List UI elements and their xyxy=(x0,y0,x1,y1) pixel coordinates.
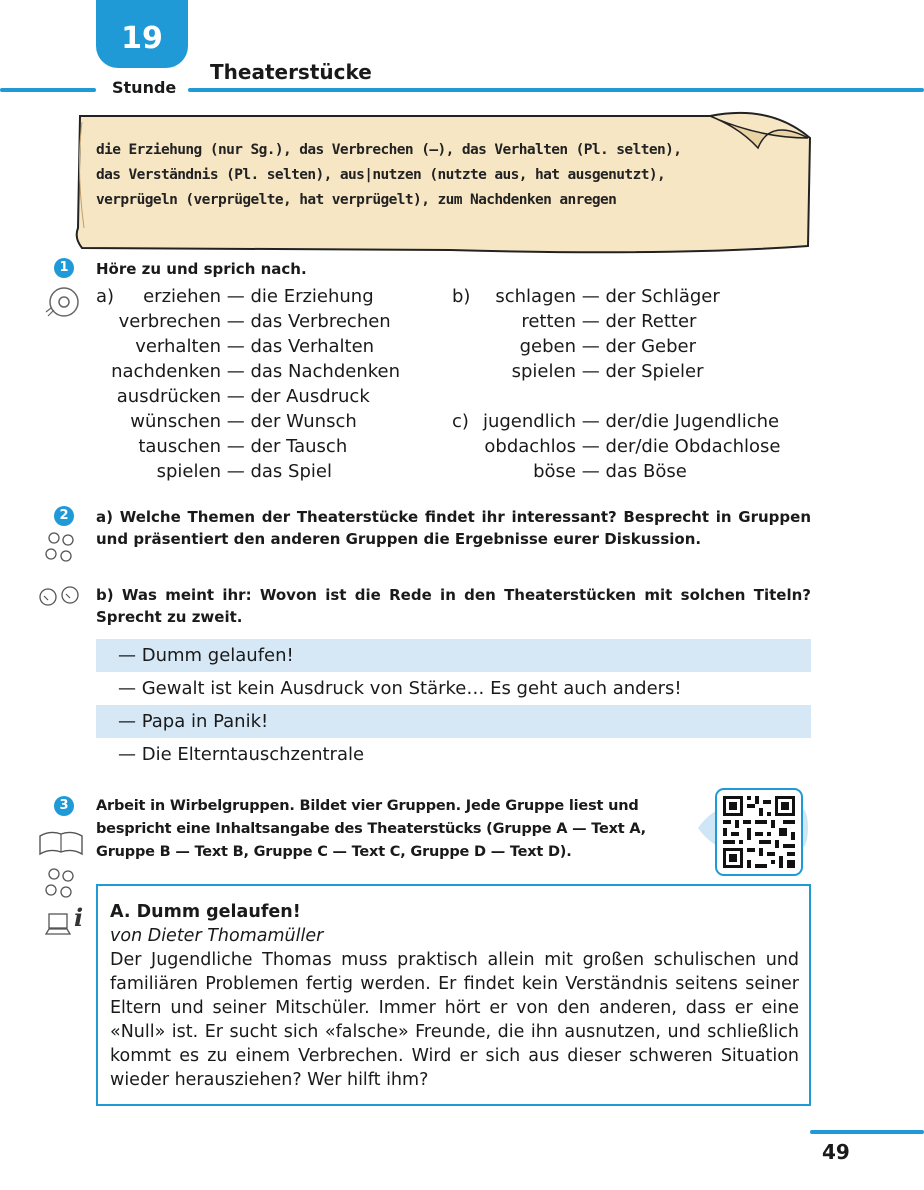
dash: — xyxy=(226,436,245,457)
part-c-label: c) xyxy=(452,411,469,432)
word-verb: retten xyxy=(521,311,576,332)
word-noun: der Spieler xyxy=(605,361,704,382)
info-icon: i xyxy=(74,903,84,932)
dash: — xyxy=(581,286,600,307)
lesson-number: 19 xyxy=(121,21,163,56)
word-noun: das Böse xyxy=(605,461,687,482)
play-title-row: — Papa in Panik! xyxy=(96,705,811,738)
dash: — xyxy=(581,311,600,332)
word-noun: das Verhalten xyxy=(250,336,375,357)
word-noun: der Tausch xyxy=(250,436,348,457)
exercise-1-number: 1 xyxy=(54,258,74,278)
word-noun: der/die Jugendliche xyxy=(605,411,780,432)
text-a-author: von Dieter Thomamüller xyxy=(110,926,324,946)
word-noun: der Geber xyxy=(605,336,697,357)
dash: — xyxy=(226,336,245,357)
exercise-2b-instruction: b) Was meint ihr: Wovon ist die Rede in den Theaterstücken mit solchen Titeln? Sprecht zu zweit. xyxy=(96,586,811,626)
word-noun: der/die Obdachlose xyxy=(605,436,781,457)
word-verb: spielen xyxy=(511,361,576,382)
part-a-wordlist xyxy=(96,284,426,484)
word-verb: tauschen xyxy=(138,436,221,457)
word-adjective: obdachlos xyxy=(484,436,576,457)
word-adjective: jugendlich xyxy=(482,411,576,432)
word-verb: nachdenken xyxy=(111,361,221,382)
word-noun: das Verbrechen xyxy=(250,311,391,332)
exercise-3-instruction: Arbeit in Wirbelgruppen. Bildet vier Gruppen. Jede Gruppe liest und bespricht eine Inhaltsangabe des Theaterstücks (Gruppe A — Text A, Gruppe B — Text B, Gruppe C — Text C, Gruppe D — Text D). xyxy=(96,798,646,860)
part-c-wordlist xyxy=(452,409,812,484)
word-verb: geben xyxy=(519,336,576,357)
part-a-label: a) xyxy=(96,286,115,307)
play-title-row: — Dumm gelaufen! xyxy=(96,639,811,672)
word-noun: der Retter xyxy=(605,311,697,332)
word-verb: ausdrücken xyxy=(116,386,221,407)
dash: — xyxy=(581,361,600,382)
vocab-line: verprügeln (verprügelte, hat verprügelt), zum Nachdenken anregen xyxy=(96,192,617,208)
dash: — xyxy=(226,361,245,382)
page-number: 49 xyxy=(822,1140,850,1164)
group-work-icon xyxy=(42,530,78,566)
vocab-line: das Verständnis (Pl. selten), aus|nutzen (nutzte aus, hat ausgenutzt), xyxy=(96,167,666,183)
dash: — xyxy=(226,461,245,482)
text-a-heading: A. Dumm gelaufen! xyxy=(110,902,301,922)
play-title-row: — Gewalt ist kein Ausdruck von Stärke… Es geht auch anders! xyxy=(118,678,682,699)
word-adjective: böse xyxy=(533,461,576,482)
exercise-1-instruction: Höre zu und sprich nach. xyxy=(96,260,307,278)
word-noun: der Wunsch xyxy=(250,411,357,432)
word-noun: das Nachdenken xyxy=(250,361,400,382)
part-b-label: b) xyxy=(452,286,471,307)
dash: — xyxy=(226,311,245,332)
word-verb: verbrechen xyxy=(118,311,221,332)
qr-code[interactable] xyxy=(684,788,812,876)
dash: — xyxy=(581,411,600,432)
word-noun: der Ausdruck xyxy=(250,386,370,407)
vocab-list xyxy=(96,138,681,213)
group-work-icon xyxy=(42,866,78,902)
dash: — xyxy=(581,336,600,357)
text-a-body: Der Jugendliche Thomas muss praktisch allein mit großen schulischen und familiären Problemen fertig werden. Er findet kein Verständnis seitens seiner Eltern und seiner Mitschüler. Immer hört er von den anderen, dass er eine «Null» ist. Er sucht sich «falsche» Freunde, die ihn ausnutzen, und schließlich kommt es zu einem Verbrechen. Wird er sich aus dieser schweren Situation wieder herausziehen? Wer hilft ihm? xyxy=(110,950,799,1090)
header-rule-left xyxy=(0,88,96,92)
word-noun: das Spiel xyxy=(250,461,332,482)
dash: — xyxy=(581,436,600,457)
word-noun: die Erziehung xyxy=(250,286,374,307)
dash: — xyxy=(226,386,245,407)
exercise-3-number: 3 xyxy=(54,796,74,816)
word-verb: wünschen xyxy=(130,411,221,432)
header-rule-right xyxy=(188,88,924,92)
laptop-icon xyxy=(44,910,72,940)
text-a-box xyxy=(96,884,811,1106)
word-verb: verhalten xyxy=(135,336,221,357)
dash: — xyxy=(581,461,600,482)
word-noun: der Schläger xyxy=(605,286,720,307)
footer-rule xyxy=(810,1130,924,1134)
word-verb: erziehen xyxy=(143,286,221,307)
audio-cd-icon xyxy=(44,284,84,324)
part-b-wordlist xyxy=(452,284,812,384)
play-title-row: — Die Elterntauschzentrale xyxy=(118,744,365,765)
lesson-number-tab xyxy=(96,0,188,68)
page-title: Theaterstücke xyxy=(210,60,372,84)
dash: — xyxy=(226,286,245,307)
word-verb: schlagen xyxy=(495,286,576,307)
exercise-2-number: 2 xyxy=(54,506,74,526)
word-verb: spielen xyxy=(156,461,221,482)
pair-work-icon xyxy=(36,584,84,610)
vocab-line: die Erziehung (nur Sg.), das Verbrechen (–), das Verhalten (Pl. selten), xyxy=(96,142,682,158)
book-icon xyxy=(36,826,86,860)
lesson-word: Stunde xyxy=(112,78,177,97)
dash: — xyxy=(226,411,245,432)
exercise-2a-instruction: a) Welche Themen der Theaterstücke findet ihr interessant? Besprecht in Gruppen und präsentiert den anderen Gruppen die Ergebnisse eurer Diskussion. xyxy=(96,508,811,548)
